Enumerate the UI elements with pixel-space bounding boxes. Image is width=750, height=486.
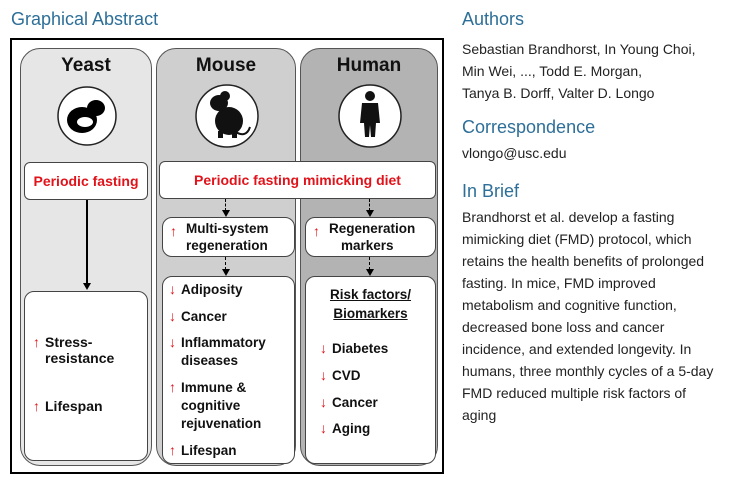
risk-factors-title-line1: Risk factors/	[329, 287, 412, 302]
mouse-arrowhead-1	[222, 210, 230, 217]
up-arrow-icon: ↑	[170, 223, 177, 239]
mouse-outcome-cancer	[169, 307, 227, 326]
human-regeneration-line1: Regeneration	[329, 221, 416, 236]
mouse-regeneration-line1: Multi-system	[186, 221, 269, 236]
outcome-line: CVD	[332, 368, 361, 383]
in-brief-line: Brandhorst et al. develop a fasting	[462, 209, 675, 225]
human-figure-icon	[337, 83, 403, 149]
down-arrow-icon: ↓	[169, 334, 176, 350]
outcome-line: rejuvenation	[181, 416, 262, 431]
yeast-cell-icon	[56, 85, 118, 147]
human-arrowhead-2	[366, 269, 374, 276]
human-regeneration-box	[305, 217, 436, 257]
human-outcome-diabetes	[320, 340, 388, 356]
periodic-fasting-label: Periodic fasting	[33, 173, 139, 189]
mouse-regeneration-line2: regeneration	[186, 238, 268, 253]
correspondence-heading: Correspondence	[462, 117, 596, 137]
outcome-line: Adiposity	[181, 282, 243, 297]
in-brief-heading: In Brief	[462, 181, 520, 201]
yeast-outcome-stress	[33, 334, 114, 366]
outcome-line: Cancer	[181, 309, 227, 324]
mouse-outcome-lifespan	[169, 441, 237, 460]
graphical-abstract-figure	[10, 38, 444, 474]
in-brief-line: decreased bone loss and cancer	[462, 319, 665, 335]
outcome-line: diseases	[181, 353, 239, 368]
in-brief-line: humans, three monthly cycles of a 5-day	[462, 363, 714, 379]
outcome-line: Immune &	[181, 380, 247, 395]
down-arrow-icon: ↓	[169, 281, 176, 297]
outcome-line: Inflammatory	[181, 335, 266, 350]
up-arrow-icon: ↑	[313, 223, 320, 239]
fasting-mimicking-diet-box	[159, 161, 436, 199]
outcome-line: Cancer	[332, 395, 378, 410]
in-brief-text	[462, 206, 713, 426]
authors-line: Tanya B. Dorff, Valter D. Longo	[462, 85, 655, 101]
authors-heading: Authors	[462, 9, 525, 29]
up-arrow-icon: ↑	[169, 379, 176, 395]
in-brief-line: retains the health benefits of prolonged	[462, 253, 705, 269]
graphical-abstract-title: Graphical Abstract	[11, 9, 159, 29]
yeast-arrow	[86, 200, 88, 285]
human-regeneration-line2: markers	[341, 238, 394, 253]
yeast-column	[20, 48, 152, 466]
correspondence-email[interactable]: vlongo@usc.edu	[462, 145, 567, 161]
yeast-heading: Yeast	[61, 55, 111, 76]
human-heading: Human	[336, 55, 402, 76]
human-arrowhead-1	[366, 210, 374, 217]
mouse-arrowhead-2	[222, 269, 230, 276]
up-arrow-icon: ↑	[33, 398, 40, 414]
in-brief-line: incidence, and extended longevity. In	[462, 341, 692, 357]
in-brief-line: FMD reduced multiple risk factors of	[462, 385, 687, 401]
risk-factors-title-line2: Biomarkers	[333, 306, 408, 321]
mouse-regeneration-box	[162, 217, 295, 257]
yeast-arrowhead	[83, 283, 91, 290]
periodic-fasting-box	[24, 162, 148, 200]
outcome-line: cognitive	[181, 398, 241, 413]
outcome-line: Stress-	[45, 334, 93, 350]
in-brief-line: aging	[462, 407, 497, 423]
mouse-outcomes-box	[162, 276, 295, 464]
mouse-outcome-adiposity	[169, 280, 243, 299]
down-arrow-icon: ↓	[320, 420, 327, 436]
human-outcome-aging	[320, 420, 370, 436]
mouse-icon	[194, 83, 260, 149]
fasting-mimicking-diet-label: Periodic fasting mimicking diet	[194, 172, 401, 188]
outcome-line: Lifespan	[181, 443, 237, 458]
up-arrow-icon: ↑	[169, 442, 176, 458]
mouse-heading: Mouse	[195, 55, 257, 76]
in-brief-line: fasting. In mice, FMD improved	[462, 275, 656, 291]
up-arrow-icon: ↑	[33, 334, 40, 350]
authors-line: Min Wei, ..., Todd E. Morgan,	[462, 63, 643, 79]
down-arrow-icon: ↓	[320, 367, 327, 383]
in-brief-line: metabolism and cognitive function,	[462, 297, 677, 313]
authors-line: Sebastian Brandhorst, In Young Choi,	[462, 41, 696, 57]
mouse-outcome-inflammatory	[169, 333, 266, 370]
human-outcomes-box	[305, 276, 436, 464]
down-arrow-icon: ↓	[320, 340, 327, 356]
yeast-outcomes-box	[24, 291, 148, 461]
risk-factors-title	[306, 285, 435, 323]
down-arrow-icon: ↓	[169, 308, 176, 324]
outcome-line: Aging	[332, 421, 371, 436]
outcome-line: resistance	[45, 350, 115, 366]
mouse-outcome-immune	[169, 378, 261, 433]
human-outcome-cvd	[320, 367, 361, 383]
outcome-line: Lifespan	[45, 398, 103, 414]
down-arrow-icon: ↓	[320, 394, 327, 410]
in-brief-line: mimicking diet (FMD) protocol, which	[462, 231, 692, 247]
human-outcome-cancer	[320, 394, 378, 410]
authors-list	[462, 38, 696, 104]
outcome-line: Diabetes	[332, 341, 389, 356]
yeast-outcome-lifespan	[33, 398, 103, 414]
